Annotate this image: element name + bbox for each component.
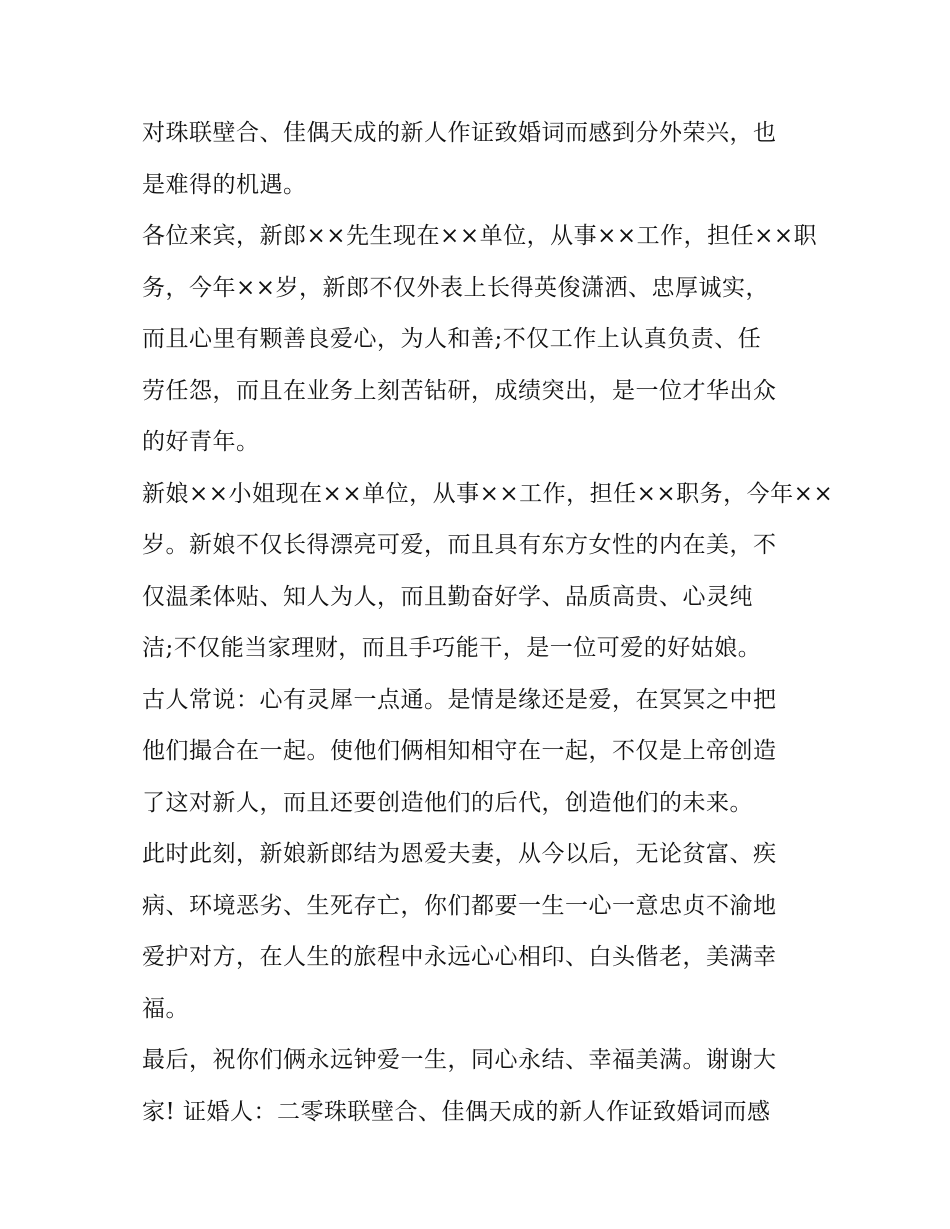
paragraph-4	[142, 675, 822, 830]
text-line: 的好青年。	[142, 429, 260, 455]
document-body	[142, 108, 834, 1138]
text-line: 福。	[142, 995, 189, 1022]
text-line: 病、环境恶劣、生死存亡，你们都要一生一心一意忠贞不渝地	[142, 892, 777, 919]
text-line: 对珠联壁合、佳偶天成的新人作证致婚词而感到分外荣兴，也	[142, 120, 777, 146]
paragraph-5	[142, 829, 822, 1035]
text-line: 洁;不仅能当家理财，而且手巧能干，是一位可爱的好姑娘。	[142, 635, 762, 661]
text-line: 家! 证婚人：二零珠联壁合、佳偶天成的新人作证致婚词而感	[142, 1098, 771, 1125]
text-line: 此时此刻，新娘新郎结为恩爱夫妻，从今以后，无论贫富、疾	[142, 841, 777, 867]
text-line: 了这对新人，而且还要创造他们的后代，创造他们的未来。	[142, 789, 753, 816]
paragraph-6	[142, 1035, 822, 1138]
text-line: 务，今年××岁，新郎不仅外表上长得英俊潇洒、忠厚诚实，	[142, 274, 770, 301]
text-line: 仅温柔体贴、知人为人，而且勤奋好学、品质高贵、心灵纯	[142, 583, 753, 610]
paragraph-1	[142, 108, 822, 211]
text-line: 新娘××小姐现在××单位，从事××工作，担任××职务，今年××	[142, 480, 834, 507]
text-line: 古人常说：心有灵犀一点通。是情是缘还是爱，在冥冥之中把	[142, 686, 777, 713]
text-line: 他们撮合在一起。使他们俩相知相守在一起，不仅是上帝创造	[142, 738, 777, 764]
text-line: 是难得的机遇。	[142, 171, 307, 198]
text-line: 爱护对方，在人生的旅程中永远心心相印、白头偕老，美满幸	[142, 944, 777, 970]
text-line: 岁。新娘不仅长得漂亮可爱，而且具有东方女性的内在美，不	[142, 532, 777, 558]
text-line: 最后，祝你们俩永远钟爱一生，同心永结、幸福美满。谢谢大	[142, 1047, 777, 1073]
text-line: 而且心里有颗善良爱心，为人和善;不仅工作上认真负责、任	[142, 326, 762, 352]
paragraph-3	[142, 469, 834, 675]
text-line: 各位来宾，新郎××先生现在××单位，从事××工作，担任××职	[142, 223, 818, 249]
text-line: 劳任怨，而且在业务上刻苦钻研，成绩突出，是一位才华出众	[142, 377, 777, 404]
paragraph-2	[142, 211, 822, 469]
